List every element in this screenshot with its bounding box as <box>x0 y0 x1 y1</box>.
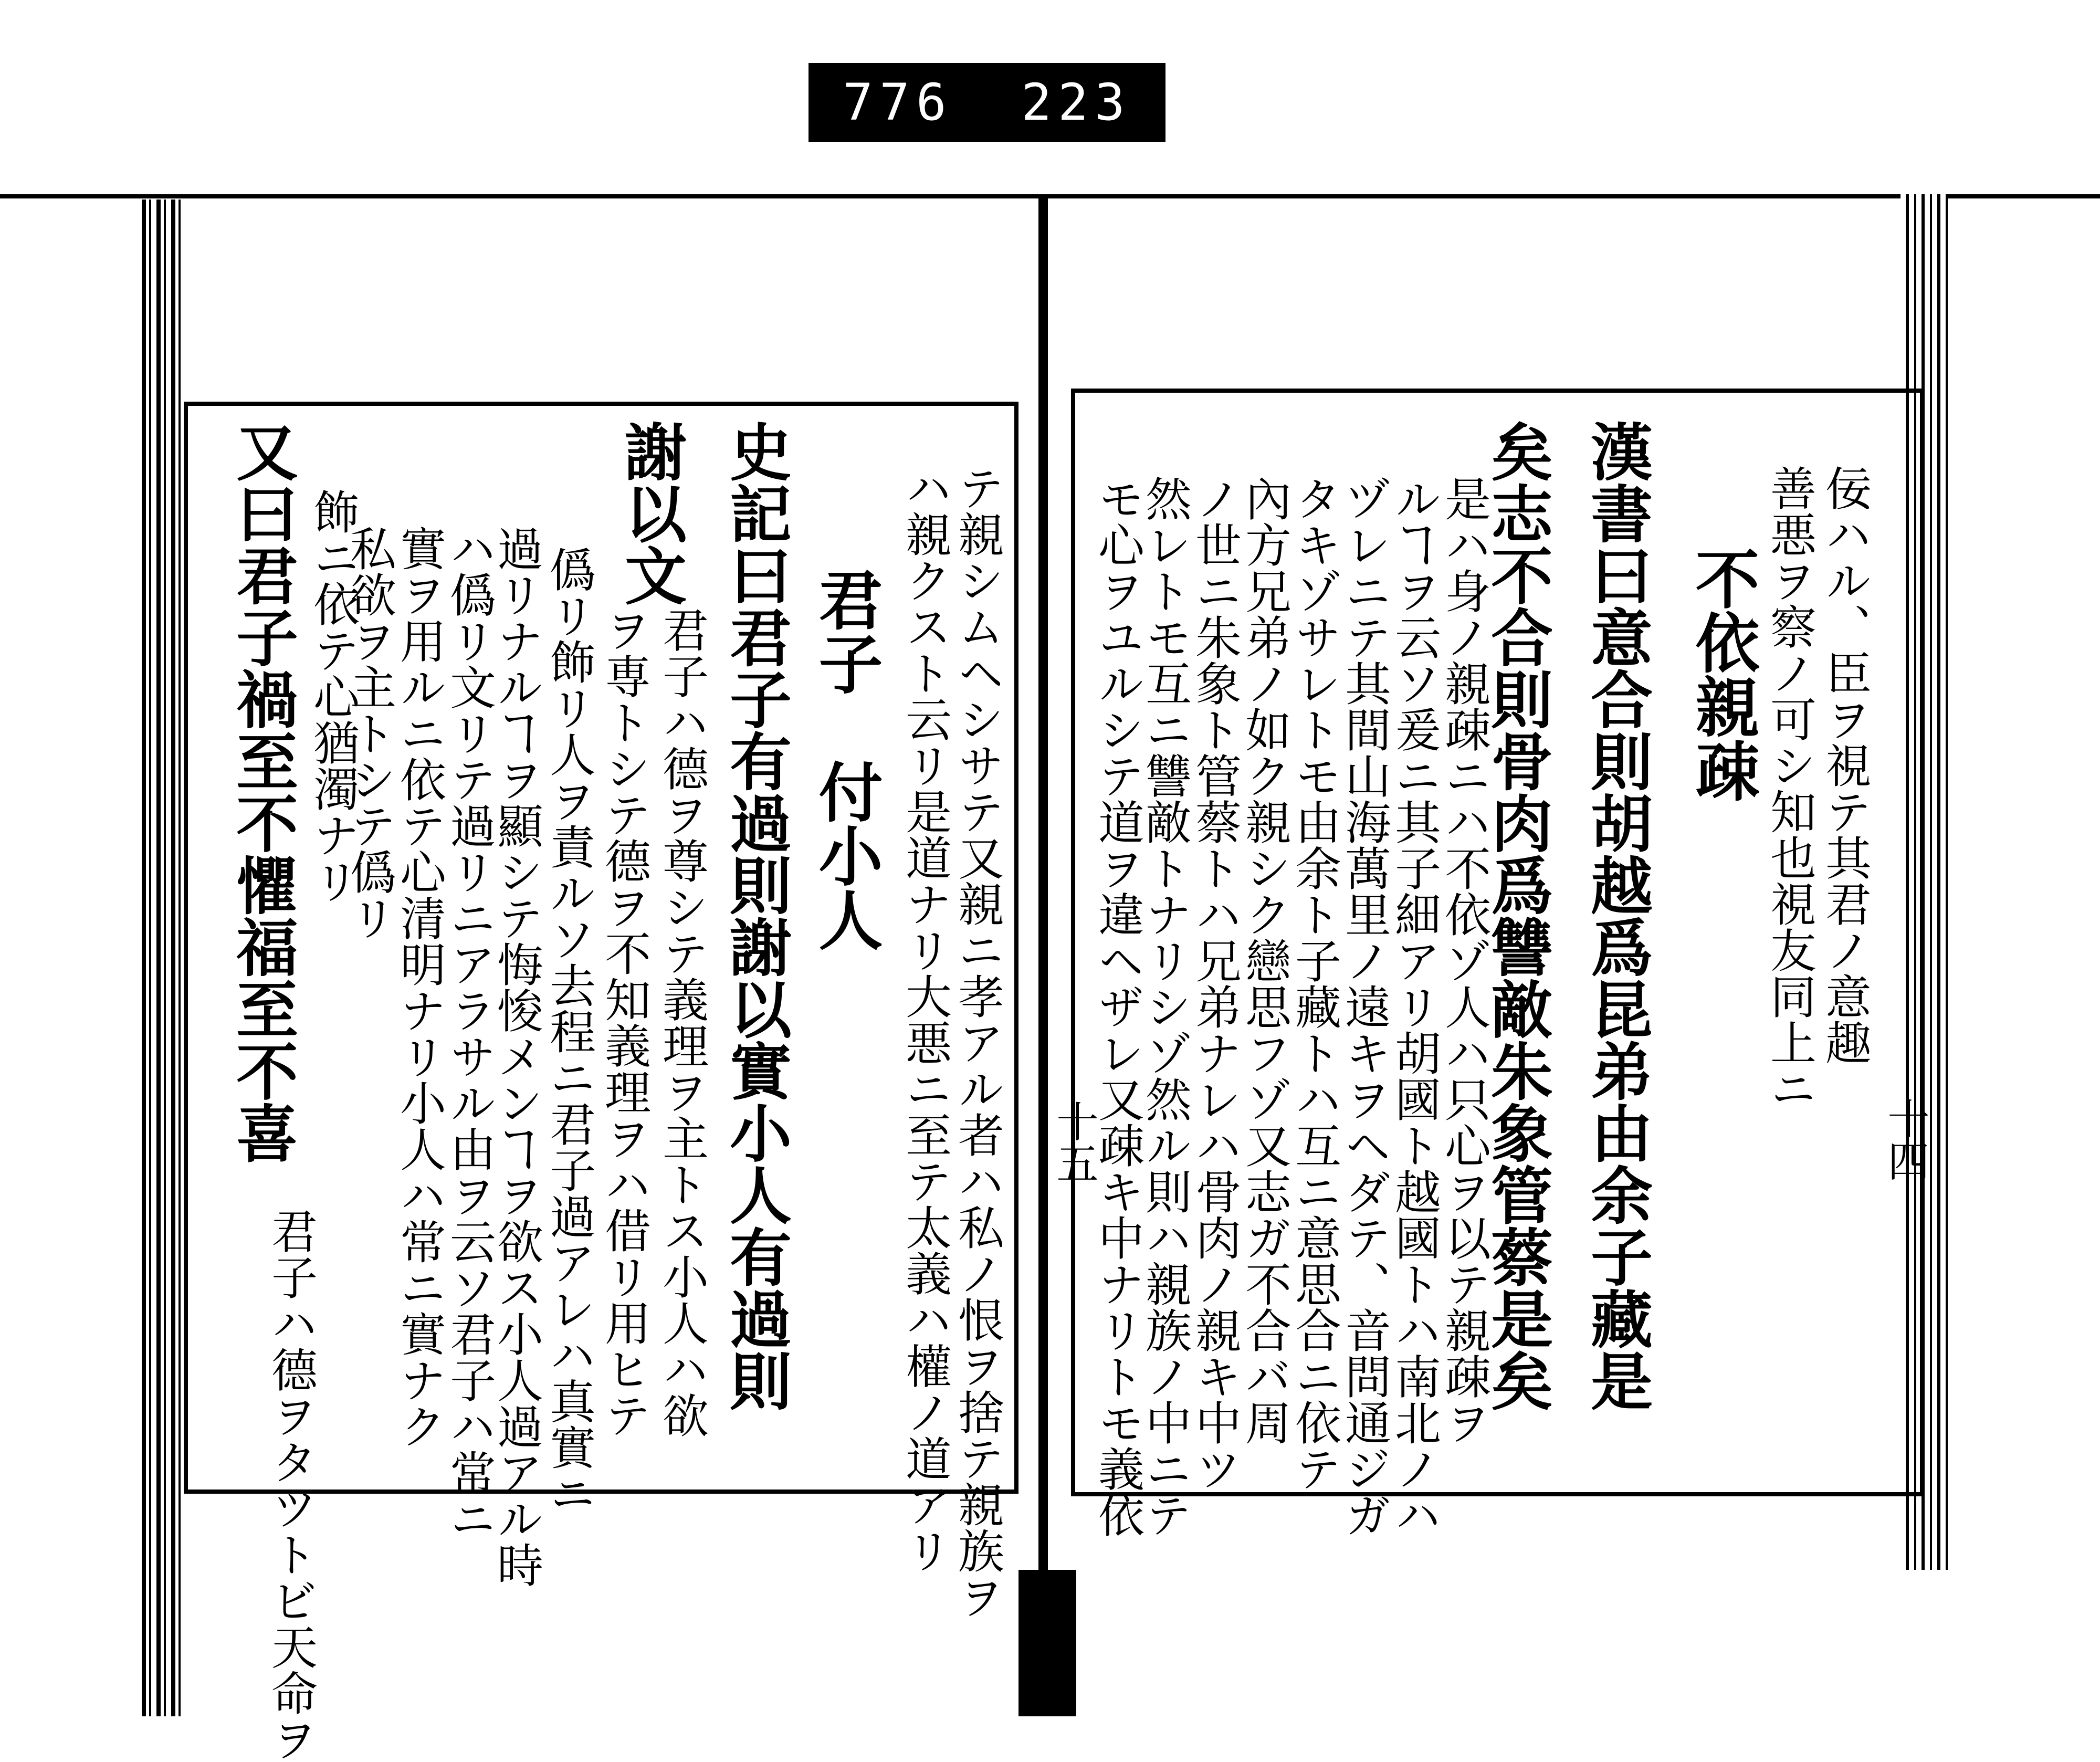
catalog-number-right: 223 <box>1021 73 1131 132</box>
left-col-10: 飾ニ依テ心猶濁ナリ <box>306 488 360 904</box>
section-heading-kunshi: 君子 付小人 <box>808 567 884 951</box>
spine-block <box>1018 1570 1076 1716</box>
left-col-5: 僞リ飾リ人ヲ責ルソ去程ニ君子過アレハ真實ニ <box>542 546 596 1516</box>
catalog-label <box>808 63 1166 142</box>
left-col-4: ヲ専トシテ德ヲ不知義理ヲハ借リ用ヒテ <box>597 606 652 1438</box>
right-page-folio: 十四 <box>1881 1097 1929 1181</box>
top-rule <box>0 194 2100 198</box>
section-heading-fui-shinso: 不依親疎 <box>1685 546 1760 802</box>
left-col-8: 實ヲ用ルニ依テ心清明ナリ小人ハ常ニ實ナク <box>393 525 447 1449</box>
left-col-shiki-2: 謝以文 <box>614 420 687 606</box>
right-col-kanjo-2: 矣志不合則骨肉爲讐敵朱象管蔡是矣 <box>1480 420 1553 1411</box>
left-col-9: 私欲ヲ主トシテ僞リ <box>343 525 397 941</box>
right-col-7: 內方兄弟ノ如ク親シク戀思フゾ又志ガ不合バ周 <box>1238 475 1292 1445</box>
catalog-number-left: 776 <box>843 73 953 132</box>
book-spine <box>1038 194 1048 1570</box>
left-col-3: 君子ハ德ヲ尊シテ義理ヲ主トス小人ハ欲 <box>655 606 709 1438</box>
right-col-4: ルヿヲ云ソ爰ニ其子細アリ胡國ト越國トハ南北ノハ <box>1388 475 1442 1538</box>
right-col-8: ノ世ニ朱象ト管蔡トハ兄弟ナレハ骨肉ノ親キ中ツ <box>1188 475 1242 1492</box>
left-col-2: ハ親クスト云リ是道ナリ大悪ニ至テ太義ハ權ノ道アリ <box>898 465 952 1574</box>
right-col-kanjo-1: 漢書曰意合則胡越爲昆弟由余子藏是 <box>1580 420 1653 1411</box>
left-page-edge <box>142 200 184 1716</box>
right-col-9: 然レトモ互ニ讐敵トナリシゾ然ル則ハ親族ノ中ニテ <box>1138 475 1192 1538</box>
left-page-folio: 十五 <box>1049 1100 1098 1184</box>
right-col-3: 是ハ身ノ親疎ニハ不依ゾ人ハ只心ヲ以テ親疎ヲ <box>1437 475 1492 1445</box>
right-col-5: ヅレニテ其間山海萬里ノ遠キヲヘダテ、音問通ジガ <box>1338 475 1392 1538</box>
right-col-1: 佞ハル、臣ヲ視テ其君ノ意趣 <box>1818 465 1872 1065</box>
left-col-mata: 又曰君子禍至不懼福至不喜 <box>226 420 299 1163</box>
left-col-shiki-1: 史記曰君子有過則謝以實小人有過則 <box>719 420 792 1411</box>
left-col-7: ハ僞リ文リテ過リニアラサル由ヲ云ソ君子ハ常ニ <box>443 525 497 1541</box>
right-col-2: 善悪ヲ察ノ可シ知也視友同上ニ <box>1763 465 1817 1111</box>
left-col-6: 過リナルヿヲ顯シテ悔悛メンヿヲ欲ス小人過アル時 <box>490 525 544 1588</box>
right-col-10: モ心ヲユルシテ道ヲ違ヘザレ又疎キ中ナリトモ義依 <box>1091 475 1145 1538</box>
left-col-11: 君子ハ德ヲタツトビ天命ヲ <box>264 1208 318 1762</box>
left-col-1: テ親シムヘシサテ又親ニ孝アル者ハ私ノ恨ヲ捨テ親族ヲ <box>951 465 1005 1620</box>
right-col-6: タキゾサレトモ由余ト子藏トハ互ニ意思合ニ依テ <box>1288 475 1342 1492</box>
